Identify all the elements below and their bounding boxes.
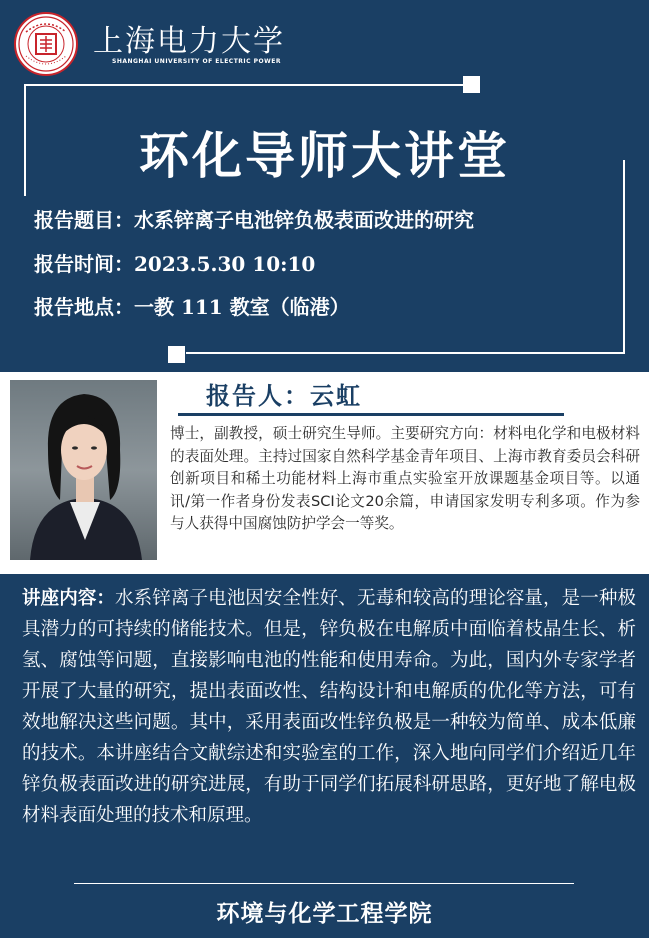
frame-line-right [623, 160, 625, 354]
speaker-heading: 报告人：云虹 [206, 381, 362, 410]
university-name-cn: 上海电力大学 [93, 24, 285, 59]
event-title: 环化导师大讲堂 [139, 126, 510, 185]
university-name-en: SHANGHAI UNIVERSITY OF ELECTRIC POWER [112, 58, 281, 65]
speaker-underline [178, 413, 564, 416]
frame-line-bottom [186, 352, 625, 354]
speaker-photo [10, 380, 157, 560]
frame-line-top [24, 84, 466, 86]
frame-corner-square [463, 76, 480, 93]
lecture-text: 水系锌离子电池因安全性好、无毒和较高的理论容量，是一种极具潜力的可持续的储能技术。但是，锌负极在电解质中面临着枝晶生长、析氢、腐蚀等问题，直接影响电池的性能和使用寿命。为此，国内外专家学者开展了大量的研究，提出表面改性、结构设计和电解质的优化等方法，可有效地解决这些问题。其中，采用表面改性锌负极是一种较为简单、成本低廉的技术。本讲座结合文献综述和实验室的工作，深入地向同学们介绍近几年锌负极表面改进的研究进展，有助于同学们拓展科研思路，更好地了解电极材料表面处理的技术和原理。 [22, 588, 636, 826]
lecture-label: 讲座内容： [22, 588, 116, 609]
report-topic: 报告题目：水系锌离子电池锌负极表面改进的研究 [34, 208, 474, 232]
speaker-panel [0, 372, 649, 574]
report-place: 报告地点：一教 111 教室（临港） [34, 295, 350, 319]
report-time: 报告时间：2023.5.30 10:10 [34, 252, 316, 276]
frame-corner-square [168, 346, 185, 363]
university-logo-seal [14, 12, 78, 76]
footer-divider [74, 883, 574, 884]
lecture-content [22, 583, 636, 831]
header-panel [0, 0, 649, 372]
speaker-bio: 博士，副教授，硕士研究生导师。主要研究方向：材料电化学和电极材料的表面处理。主持过国家自然科学基金青年项目、上海市教育委员会科研创新项目和稀土功能材料上海市重点实验室开放课题基金项目等。以通讯/第一作者身份发表SCI论文20余篇，申请国家发明专利多项。作为参与人获得中国腐蚀防护学会一等奖。 [170, 425, 640, 532]
college-name: 环境与化学工程学院 [216, 901, 433, 927]
